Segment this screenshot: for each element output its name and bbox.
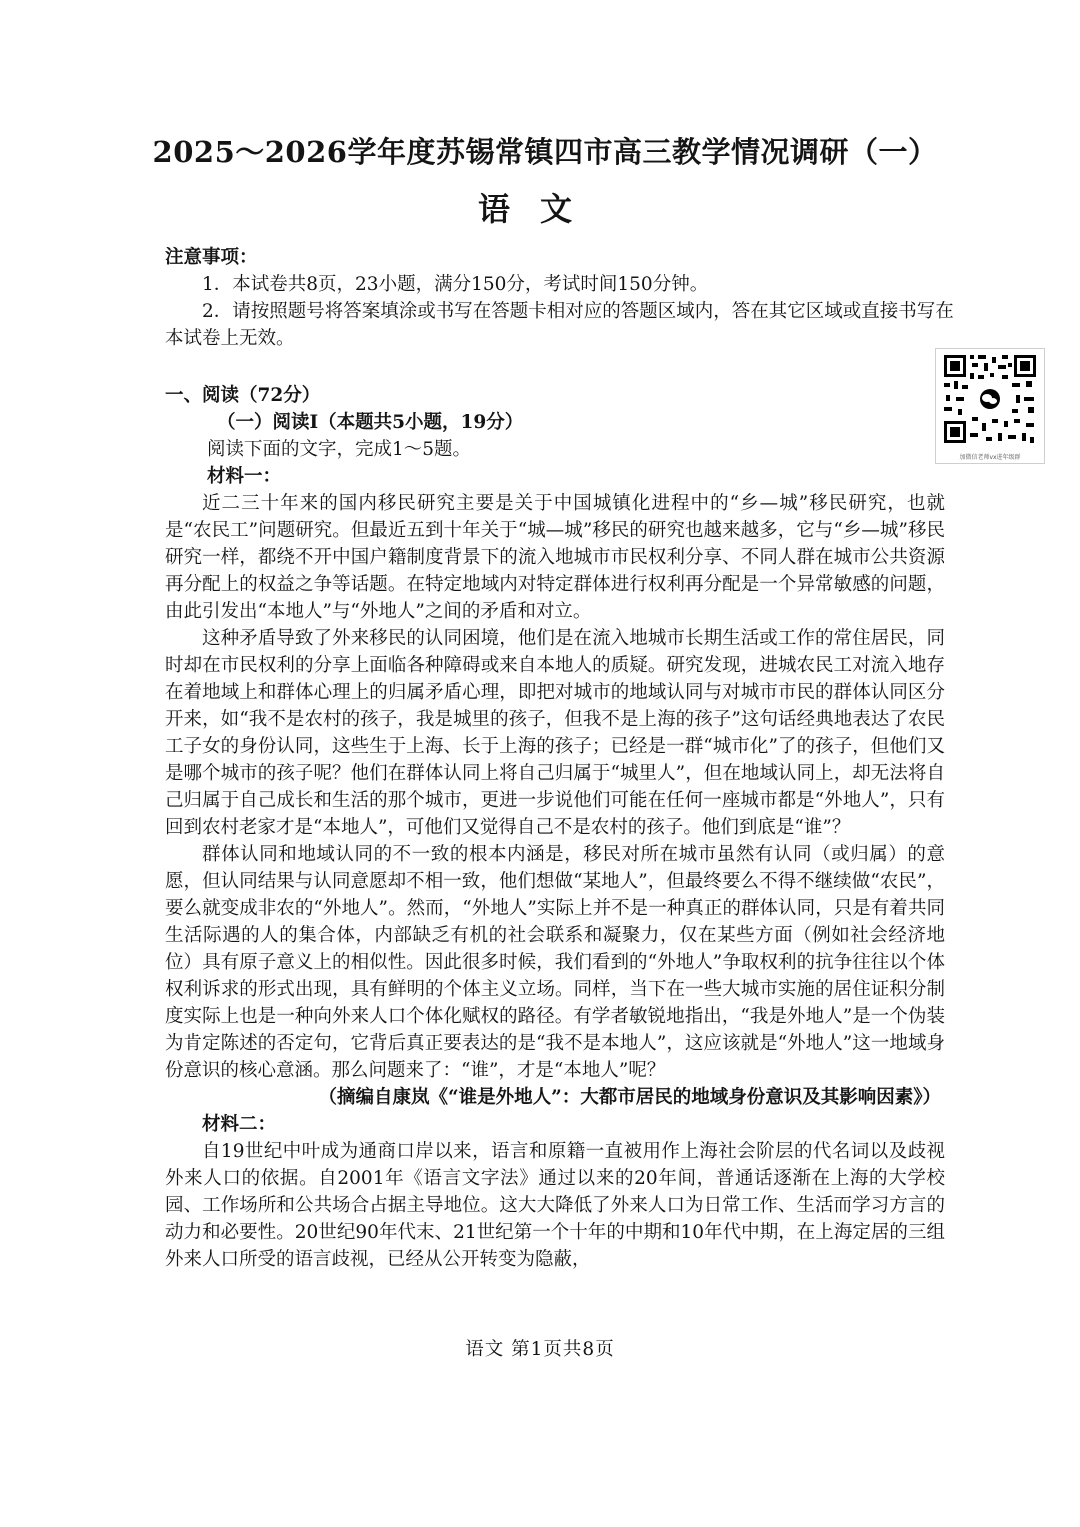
notice-item-2: 2．请按照题号将答案填涂或书写在答题卡相对应的答题区域内，答在其它区域或直接书写在本试卷上无效。: [165, 301, 954, 349]
qr-code-icon: [942, 353, 1038, 445]
material-2-label: 材料二：: [202, 1114, 277, 1135]
section-part-title: 一、阅读（72分）: [165, 385, 321, 406]
material-1-paragraph-1: 近二三十年来的国内移民研究主要是关于中国城镇化进程中的“乡—城”移民研究，也就是“农民工”问题研究。但最近五到十年关于“城—城”移民的研究也越来越多，它与“乡—城”移民研究一样，都绕不开中国户籍制度背景下的流入地城市市民权利分享、不同人群在城市公共资源再分配上的权益之争等话题。在特定地域内对特定群体进行权利再分配是一个异常敏感的问题，由此引发出“本地人”与“外地人”之间的矛盾和对立。: [165, 493, 945, 622]
material-1-paragraph-2: 这种矛盾导致了外来移民的认同困境，他们是在流入地城市长期生活或工作的常住居民，同时却在市民权利的分享上面临各种障碍或来自本地人的质疑。研究发现，进城农民工对流入地存在着地域上和群体心理上的归属矛盾心理，即把对城市的地域认同与对城市市民的群体认同区分开来，如“我不是农村的孩子，我是城里的孩子，但我不是上海的孩子”这句话经典地表达了农民工子女的身份认同，这些生于上海、长于上海的孩子；已经是一群“城市化”了的孩子，但他们又是哪个城市的孩子呢？他们在群体认同上将自己归属于“城里人”，但在地域认同上，却无法将自己归属于自己成长和生活的那个城市，更进一步说他们可能在任何一座城市都是“外地人”，只有回到农村老家才是“本地人”，可他们又觉得自己不是农村的孩子。他们到底是“谁”？: [165, 628, 945, 838]
notice-block: [165, 244, 955, 352]
reading-body: [165, 490, 945, 1273]
material-1-paragraph-3: 群体认同和地域认同的不一致的根本内涵是，移民对所在城市虽然有认同（或归属）的意愿，但认同结果与认同意愿却不相一致，他们想做“某地人”，但最终要么不得不继续做“农民”，要么就变成非农的“外地人”。然而，“外地人”实际上并不是一种真正的群体认同，只是有着共同生活际遇的人的集合体，内部缺乏有机的社会联系和凝聚力，仅在某些方面（例如社会经济地位）具有原子意义上的相似性。因此很多时候，我们看到的“外地人”争取权利的抗争往往以个体权利诉求的形式出现，具有鲜明的个体主义立场。同样，当下在一些大城市实施的居住证积分制度实际上也是一种向外来人口个体化赋权的路径。有学者敏锐地指出，“我是外地人”是一个伪装为肯定陈述的否定句，它背后真正要表达的是“我不是本地人”，这应该就是“外地人”这一地域身份意识的核心意涵。那么问题来了：“谁”，才是“本地人”呢？: [165, 844, 945, 1081]
material-2-paragraph-1: 自19世纪中叶成为通商口岸以来，语言和原籍一直被用作上海社会阶层的代名词以及歧视外来人口的依据。自2001年《语言文字法》通过以来的20年间，普通话逐渐在上海的大学校园、工作场所和公共场合占据主导地位。这大大降低了外来人口为日常工作、生活而学习方言的动力和必要性。20世纪90年代末、21世纪第一个十年的中期和10年代中期，在上海定居的三组外来人口所受的语言歧视，已经从公开转变为隐蔽，: [165, 1141, 945, 1270]
notice-heading: 注意事项：: [165, 247, 258, 268]
page-footer: 语文 第1页共8页: [465, 1339, 615, 1360]
section-heading-block: [165, 382, 955, 490]
subject-title: 语文: [477, 190, 602, 228]
section-instruction: 阅读下面的文字，完成1～5题。: [207, 439, 472, 460]
material-1-label: 材料一：: [207, 466, 282, 487]
section-sub-title: （一）阅读Ⅰ（本题共5小题，19分）: [217, 412, 524, 433]
exam-title: 2025～2026学年度苏锡常镇四市高三教学情况调研（一）: [152, 135, 938, 169]
qr-caption: 加微信老师vx进年级群: [959, 454, 1021, 461]
material-1-source: （摘编自康岚《“谁是外地人”：大都市居民的地域身份意识及其影响因素》）: [318, 1087, 941, 1108]
notice-item-1: 1．本试卷共8页，23小题，满分150分，考试时间150分钟。: [202, 274, 709, 295]
